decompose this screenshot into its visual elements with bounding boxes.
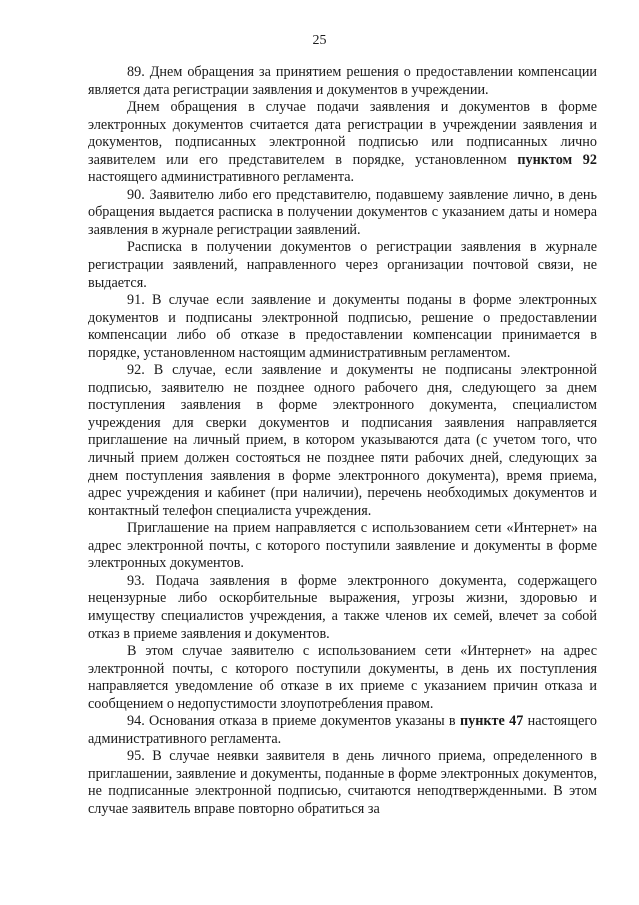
paragraph-text: Расписка в получении документов о регистрации заявления в журнале регистрации заявлений, направленного через организации почтовой связи, не выдается. — [88, 239, 597, 291]
paragraph-text: 89. Днем обращения за принятием решения о предоставлении компенсации является дата регистрации заявления и документов в учреждении. — [88, 64, 597, 98]
paragraph-text: 90. Заявителю либо его представителю, подавшему заявление лично, в день обращения выдается расписка в получении документов с указанием даты и номера заявления в журнале регистрации заявлений. — [88, 186, 597, 238]
paragraph-95 — [88, 748, 597, 818]
paragraph-text: 94. Основания отказа в приеме документов указаны в — [127, 713, 460, 730]
paragraph-text: В этом случае заявителю с использованием сети «Интернет» на адрес электронной почты, с которого поступили документы, в день их поступления направляется уведомление об отказе в их приеме с указанием причин отказа и сообщением о недопустимости злоупотребления правом. — [88, 643, 597, 712]
paragraph-90-receipt — [88, 239, 597, 292]
paragraph-93 — [88, 573, 597, 643]
paragraph-94 — [88, 713, 597, 748]
paragraph-92-invitation — [88, 520, 597, 573]
paragraph-text: 92. В случае, если заявление и документы не подписаны электронной подписью, заявителю не позднее одного рабочего дня, следующего за днем поступления заявления в форме электронного документа, специалистом учреждения для сверки документов и подписания заявления направляется приглашение на личный прием, в котором указываются дата (с учетом того, что личный прием должен состояться не позднее пяти рабочих дней, следующих за днем поступления заявления в форме электронного документа), время приема, адрес учреждения и кабинет (при наличии), перечень необходимых документов и контактный телефон специалиста учреждения. — [88, 362, 597, 519]
paragraph-92 — [88, 362, 597, 520]
paragraph-text-tail: настоящего административного регламента. — [88, 169, 355, 186]
paragraph-text: Приглашение на прием направляется с использованием сети «Интернет» на адрес электронной почты, с которого поступили заявление и документы в форме электронных документов. — [88, 520, 597, 572]
paragraph-text-tail: настоящего административного регламента. — [88, 713, 597, 747]
paragraph-text: 91. В случае если заявление и документы поданы в форме электронных документов и подписаны электронной подписью, решение о предоставлении компенсации либо об отказе в предоставлении компенсации принимается в порядке, установленном настоящим административным регламентом. — [88, 292, 597, 361]
paragraph-91 — [88, 292, 597, 362]
paragraph-text: 93. Подача заявления в форме электронного документа, содержащего нецензурные либо оскорбительные выражения, угрозы жизни, здоровью и имуществу специалистов учреждения, а также членов их семей, влечет за собой отказ в приеме заявления и документов. — [88, 572, 597, 642]
paragraph-89 — [88, 64, 597, 99]
document-body — [88, 64, 597, 819]
paragraph-93-notice — [88, 643, 597, 713]
paragraph-text: Днем обращения в случае подачи заявления и документов в форме электронных документов считается дата регистрации в учреждении заявления и документов, подписанных электронной подписью или подписанных лично заявителем или его представителем в порядке, установленном — [88, 99, 597, 168]
paragraph-90 — [88, 187, 597, 240]
reference-punkt-47: пункте 47 — [459, 713, 524, 730]
paragraph-89-electronic — [88, 99, 597, 187]
reference-punkt-92: пунктом 92 — [517, 151, 597, 168]
paragraph-text: 95. В случае неявки заявителя в день личного приема, определенного в приглашении, заявление и документы, поданные в форме электронных документов, не подписанные электронной подписью, считаются неподтвержденными. В этом случае заявитель вправе повторно обратиться за — [88, 748, 597, 817]
page-number: 25 — [312, 33, 327, 48]
